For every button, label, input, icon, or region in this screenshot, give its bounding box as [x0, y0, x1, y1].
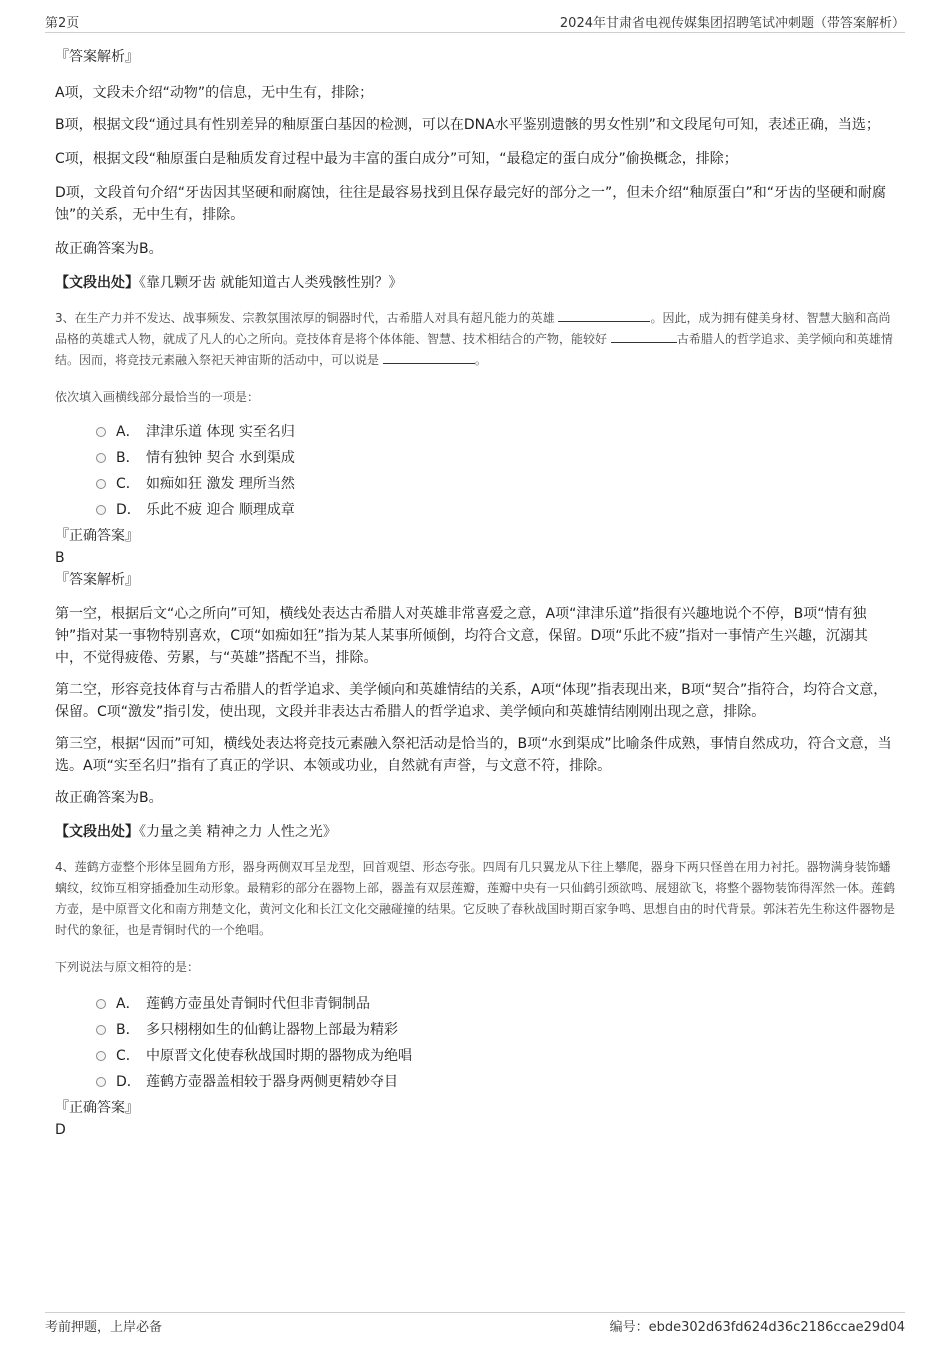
option-c[interactable]: [55, 1043, 895, 1069]
option-d[interactable]: [55, 1069, 895, 1095]
analysis-paragraph: 第一空，根据后文“心之所向”可知，横线处表达古希腊人对英雄非常喜爱之意，A项“津津乐道”指很有兴趣地说个不停，B项“情有独钟”指对某一事物特别喜欢，C项“如痴如狂”指为某人某事所倾倒，均符合文意，保留。D项“乐此不疲”指对一事情产生兴趣，沉溺其中，不觉得疲倦、劳累，与“英雄”搭配不当，排除。: [55, 606, 868, 666]
page-content: [55, 42, 895, 1141]
correct-answer-label: 『正确答案』: [55, 1100, 139, 1116]
page-number: 第2页: [45, 16, 80, 31]
option-letter: D．: [116, 502, 141, 518]
question-prompt: 依次填入画横线部分最恰当的一项是：: [55, 390, 260, 404]
analysis-paragraph: B项，根据文段“通过具有性别差异的釉原蛋白基因的检测，可以在DNA水平鉴别遗骸的男女性别”和文段尾句可知，表述正确，当选；: [55, 117, 880, 133]
stem-text: 。因此，成为拥有健美身材、智慧大脑和高尚品格的英雄式人物，就成了凡人的心之所向。竞技体育是将个体体能、智慧、技术相结合的产物，能较好: [55, 311, 891, 346]
source-line: [55, 272, 895, 294]
analysis-label: 『答案解析』: [55, 49, 139, 65]
option-text: 中原晋文化使春秋战国时期的器物成为绝唱: [146, 1048, 412, 1064]
radio-icon[interactable]: [96, 999, 106, 1009]
option-letter: A．: [116, 996, 140, 1012]
option-a[interactable]: [55, 991, 895, 1017]
question-stem: [55, 308, 895, 371]
answer-conclusion: 故正确答案为B。: [55, 241, 163, 257]
option-text: 津津乐道 体现 实至名归: [146, 424, 295, 440]
footer-slogan: 考前押题，上岸必备: [45, 1320, 163, 1335]
option-b[interactable]: [55, 445, 895, 471]
option-b[interactable]: [55, 1017, 895, 1043]
option-text: 莲鹤方壶虽处青铜时代但非青铜制品: [146, 996, 370, 1012]
analysis-paragraph: 第二空，形容竞技体育与古希腊人的哲学追求、美学倾向和英雄情结的关系，A项“体现”指表现出来，B项“契合”指符合，均符合文意，保留。C项“激发”指引发，使出现，文段并非表达古希腊人的哲学追求、美学倾向和英雄情结刚刚出现之意，排除。: [55, 682, 888, 720]
options-list: [55, 419, 895, 523]
radio-icon[interactable]: [96, 1077, 106, 1087]
correct-answer-label: 『正确答案』: [55, 528, 139, 544]
radio-icon[interactable]: [96, 505, 106, 515]
question-prompt: 下列说法与原文相符的是：: [55, 960, 200, 974]
fill-blank: [558, 309, 650, 322]
source-label: 【文段出处】: [55, 275, 139, 291]
source-line: [55, 821, 895, 843]
option-letter: C．: [116, 476, 140, 492]
fill-blank: [383, 351, 475, 364]
analysis-paragraph: A项，文段未介绍“动物”的信息，无中生有，排除；: [55, 85, 374, 101]
option-letter: B．: [116, 1022, 140, 1038]
options-list: [55, 991, 895, 1095]
stem-text: 古希腊人的哲学追求、美学倾向和英雄情结。因而，将竞技元素融入祭祀天神宙斯的活动中，可以说是: [55, 332, 893, 367]
analysis-paragraph: D项，文段首句介绍“牙齿因其坚硬和耐腐蚀，往往是最容易找到且保存最完好的部分之一”，但未介绍“釉原蛋白”和“牙齿的坚硬和耐腐蚀”的关系，无中生有，排除。: [55, 185, 887, 223]
question-stem: 4、莲鹤方壶整个形体呈圆角方形，器身两侧双耳呈龙型，回首观望、形态夸张。四周有几只翼龙从下往上攀爬，器身下两只怪兽在用力衬托。器物满身装饰蟠螭纹，纹饰互相穿插叠加生动形象。最精彩的部分在器物上部，器盖有双层莲瓣，莲瓣中央有一只仙鹤引颈欲鸣、展翅欲飞，将整个器物装饰得浑然一体。莲鹤方壶，是中原晋文化和南方荆楚文化，黄河文化和长江文化交融碰撞的结果。它反映了春秋战国时期百家争鸣、思想自由的时代背景。郭沫若先生称这件器物是时代的象征，也是青铜时代的一个绝唱。: [55, 860, 896, 937]
radio-icon[interactable]: [96, 427, 106, 437]
radio-icon[interactable]: [96, 1051, 106, 1061]
option-letter: D．: [116, 1074, 141, 1090]
option-d[interactable]: [55, 497, 895, 523]
option-text: 莲鹤方壶器盖相较于器身两侧更精妙夺目: [146, 1074, 398, 1090]
option-text: 情有独钟 契合 水到渠成: [146, 450, 295, 466]
correct-answer: B: [55, 550, 65, 566]
option-letter: B．: [116, 450, 140, 466]
radio-icon[interactable]: [96, 479, 106, 489]
option-letter: A．: [116, 424, 140, 440]
document-title: 2024年甘肃省电视传媒集团招聘笔试冲刺题（带答案解析）: [559, 16, 905, 31]
option-c[interactable]: [55, 471, 895, 497]
option-letter: C．: [116, 1048, 140, 1064]
analysis-label: 『答案解析』: [55, 572, 139, 588]
stem-text: 。: [474, 353, 487, 367]
option-text: 多只栩栩如生的仙鹤让器物上部最为精彩: [146, 1022, 398, 1038]
correct-answer: D: [55, 1122, 66, 1138]
option-text: 乐此不疲 迎合 顺理成章: [146, 502, 295, 518]
answer-conclusion: 故正确答案为B。: [55, 790, 163, 806]
radio-icon[interactable]: [96, 1025, 106, 1035]
fill-blank: [611, 330, 677, 343]
source-title: 《力量之美 精神之力 人性之光》: [139, 824, 337, 840]
option-a[interactable]: [55, 419, 895, 445]
option-text: 如痴如狂 激发 理所当然: [146, 476, 295, 492]
page-footer: [45, 1312, 905, 1343]
stem-text: 3、在生产力并不发达、战事频发、宗教氛围浓厚的铜器时代，古希腊人对具有超凡能力的英雄: [55, 311, 555, 325]
analysis-paragraph: 第三空，根据“因而”可知，横线处表达将竞技元素融入祭祀活动是恰当的，B项“水到渠成”比喻条件成熟，事情自然成功，符合文意，当选。A项“实至名归”指有了真正的学识、本领或功业，自然就有声誉，与文意不符，排除。: [55, 736, 892, 774]
page-header: [45, 0, 905, 33]
radio-icon[interactable]: [96, 453, 106, 463]
source-label: 【文段出处】: [55, 824, 139, 840]
analysis-paragraph: C项，根据文段“釉原蛋白是釉质发育过程中最为丰富的蛋白成分”可知，“最稳定的蛋白成分”偷换概念，排除；: [55, 151, 738, 167]
source-title: 《靠几颗牙齿 就能知道古人类残骸性别？》: [139, 275, 403, 291]
document-code: 编号：ebde302d63fd624d36c2186ccae29d04: [609, 1320, 905, 1335]
